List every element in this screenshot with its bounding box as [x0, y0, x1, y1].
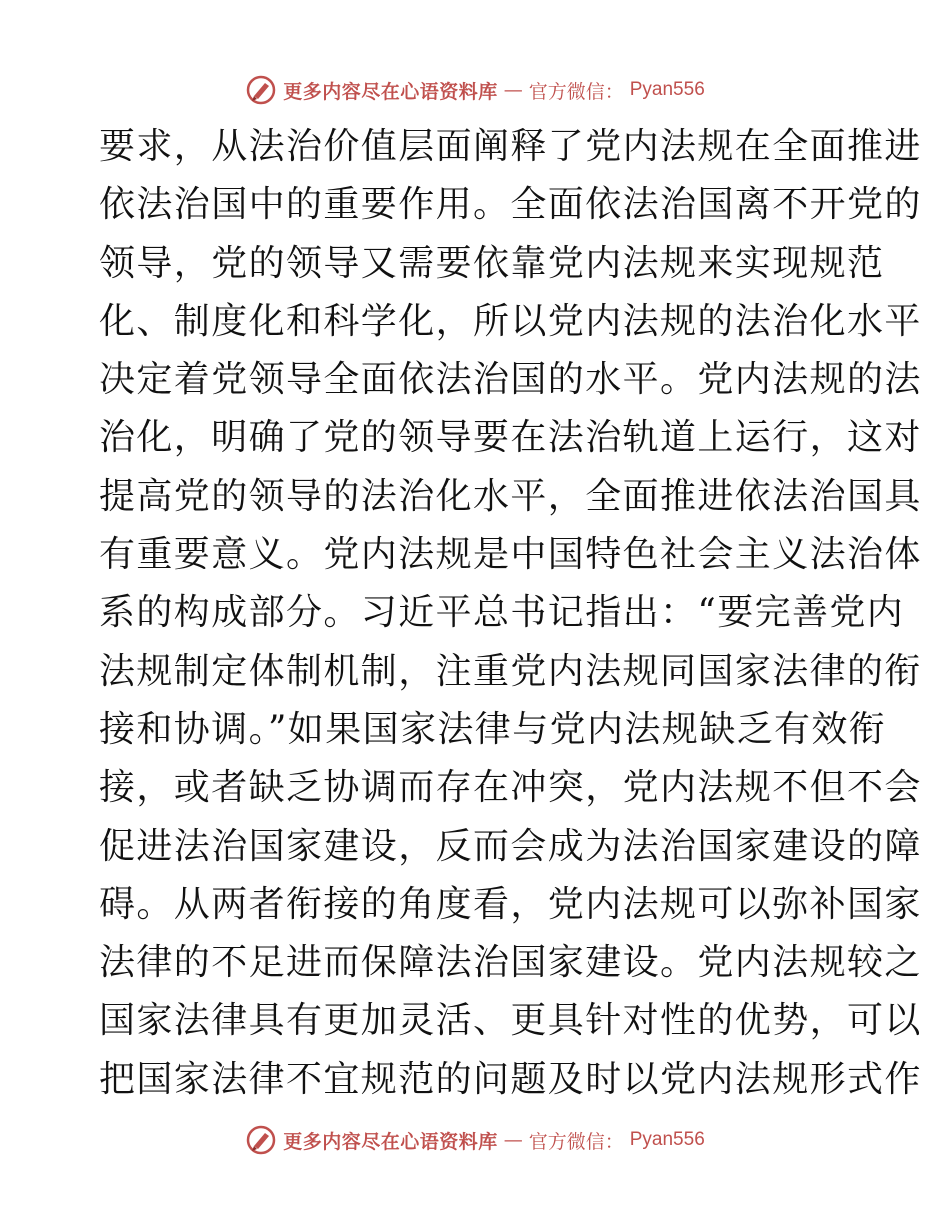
- text-line: 要求，从法治价值层面阐释了党内法规在全面推进: [99, 126, 922, 167]
- pen-logo-icon: [245, 1124, 277, 1156]
- text-line: 把国家法律不宜规范的问题及时以党内法规形式作: [99, 1058, 922, 1100]
- text-line: 决定着党领导全面依法治国的水平。党内法规的法: [99, 359, 922, 401]
- pen-logo-icon: [245, 74, 277, 106]
- text-line: 领导，党的领导又需要依靠党内法规来实现规范: [99, 242, 885, 284]
- text-line: 化、制度化和科学化，所以党内法规的法治化水平: [99, 300, 922, 342]
- text-line: 有重要意义。党内法规是中国特色社会主义法治体: [99, 534, 922, 576]
- wechat-id: Pyan556: [629, 1129, 705, 1150]
- footer-banner: [0, 1122, 950, 1158]
- text-line: 国家法律具有更加灵活、更具针对性的优势，可以: [99, 1000, 922, 1042]
- text-line: 提高党的领导的法治化水平，全面推进依法治国具: [99, 475, 922, 517]
- wechat-label: 官方微信：: [528, 80, 624, 103]
- banner-separator: —: [503, 79, 523, 101]
- text-line: 系的构成部分。习近平总书记指出：“要完善党内: [99, 592, 905, 634]
- banner-text: 更多内容尽在心语资料库: [283, 1130, 498, 1153]
- text-line: 促进法治国家建设，反而会成为法治国家建设的障: [99, 825, 922, 867]
- text-line: 碍。从两者衔接的角度看，党内法规可以弥补国家: [99, 883, 922, 925]
- text-line: 接和协调。”如果国家法律与党内法规缺乏有效衔: [99, 708, 887, 750]
- text-line: 治化，明确了党的领导要在法治轨道上运行，这对: [99, 417, 922, 459]
- text-line: 法规制定体制机制，注重党内法规同国家法律的衔: [99, 650, 922, 692]
- wechat-label: 官方微信：: [528, 1130, 624, 1153]
- text-line: 法律的不足进而保障法治国家建设。党内法规较之: [99, 942, 922, 984]
- banner-text: 更多内容尽在心语资料库: [283, 80, 498, 103]
- header-banner: [0, 72, 950, 108]
- text-line: 依法治国中的重要作用。全面依法治国离不开党的: [99, 184, 922, 226]
- banner-separator: —: [503, 1129, 523, 1151]
- text-line: 接，或者缺乏协调而存在冲突，党内法规不但不会: [99, 767, 922, 809]
- body-text: [99, 118, 922, 1109]
- wechat-id: Pyan556: [629, 79, 705, 100]
